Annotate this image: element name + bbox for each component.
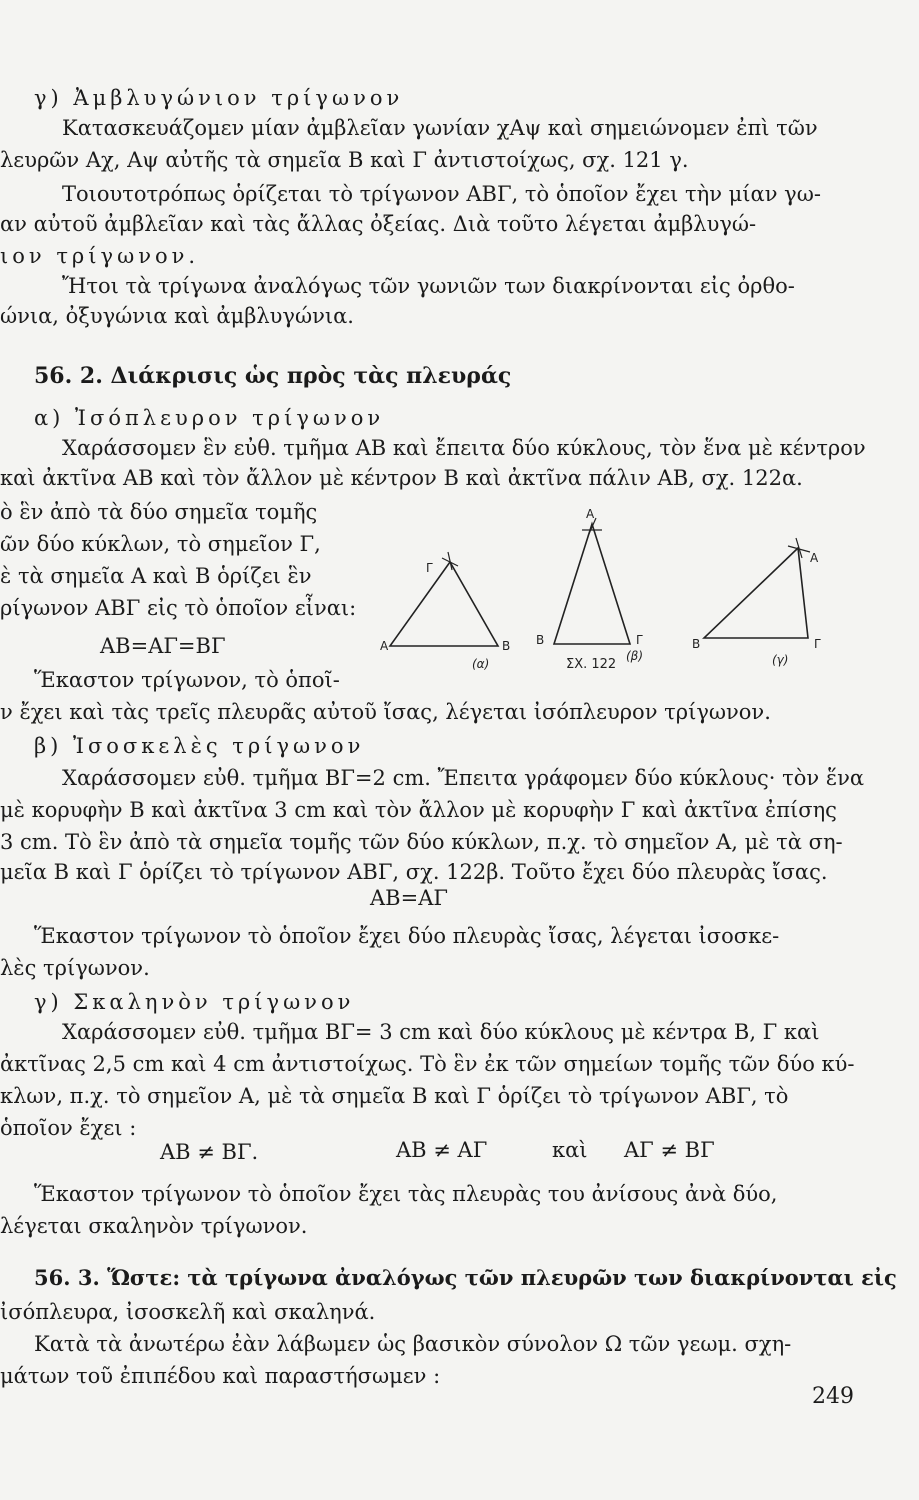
arc-marks-a	[442, 552, 458, 570]
inequality-ab-bc: ΑΒ ≠ ΒΓ.	[160, 1140, 259, 1164]
heading-obtuse-triangle: γ) Ἀμβλυγώνιον τρίγωνον	[34, 86, 404, 110]
label-a-vertex-a: A	[380, 639, 389, 653]
label-b-vertex-b: B	[536, 633, 545, 647]
text-line: καὶ ἀκτῖνα ΑΒ καὶ τὸν ἄλλον μὲ κέντρον Β καὶ ἀκτῖνα πάλιν ΑΒ, σχ. 122α.	[0, 466, 803, 490]
text-line: κλων, π.χ. τὸ σημεῖον Α, μὲ τὰ σημεῖα Β καὶ Γ ὁρίζει τὸ τρίγωνον ΑΒΓ, τὸ	[0, 1084, 789, 1108]
heading-equilateral-triangle: α) Ἰσόπλευρον τρίγωνον	[34, 406, 385, 430]
conjunction-and: καὶ	[552, 1138, 588, 1162]
label-b-vertex-c: Γ	[636, 633, 643, 647]
text-line: ιον τρίγωνον.	[0, 244, 200, 268]
text-line: ὁποῖον ἔχει :	[0, 1116, 137, 1140]
text-line: Τοιουτοτρόπως ὁρίζεται τὸ τρίγωνον ΑΒΓ, τὸ ὁποῖον ἔχει τὴν μίαν γω-	[62, 182, 821, 206]
section-56-3-line	[34, 1264, 897, 1292]
triangle-a-shape	[390, 562, 498, 646]
text-line: Ἕκαστον τρίγωνον τὸ ὁποῖον ἔχει τὰς πλευρὰς του ἀνίσους ἀνὰ δύο,	[34, 1182, 778, 1206]
triangle-b-shape	[554, 524, 630, 644]
label-a-vertex-b: B	[502, 639, 511, 653]
text-line: μάτων τοῦ ἐπιπέδου καὶ παραστήσωμεν :	[0, 1364, 441, 1388]
label-c-vertex-c: Γ	[814, 637, 821, 651]
text-line: Χαράσσομεν εὐθ. τμῆμα ΒΓ=2 cm. Ἔπειτα γράφομεν δύο κύκλους· τὸν ἕνα	[62, 766, 865, 790]
triangle-equilateral	[390, 552, 498, 646]
text-line: Χαράσσομεν εὐθ. τμῆμα ΒΓ= 3 cm καὶ δύο κύκλους μὲ κέντρα Β, Γ καὶ	[62, 1020, 820, 1044]
equation-equilateral: ΑΒ=ΑΓ=ΒΓ	[100, 634, 226, 658]
section-56-3-text: 56. 3. Ὥστε: τὰ τρίγωνα ἀναλόγως τῶν πλευρῶν των διακρίνονται εἰς	[34, 1265, 897, 1290]
page-number: 249	[812, 1384, 854, 1409]
label-b-vertex-a: A	[586, 508, 595, 521]
figure-122-triangles	[378, 508, 838, 676]
text-line: μεῖα Β καὶ Γ ὁρίζει τὸ τρίγωνον ΑΒΓ, σχ. 122β. Τοῦτο ἔχει δύο πλευρὰς ἴσας.	[0, 860, 828, 884]
text-line: ν ἔχει καὶ τὰς τρεῖς πλευρᾶς αὐτοῦ ἴσας, λέγεται ἰσόπλευρον τρίγωνον.	[0, 700, 771, 724]
inequality-ab-ac: ΑΒ ≠ ΑΓ	[396, 1138, 488, 1162]
text-line: ρίγωνον ΑΒΓ εἰς τὸ ὁποῖον εἶναι:	[0, 596, 357, 620]
text-line: μὲ κορυφὴν Β καὶ ἀκτῖνα 3 cm καὶ τὸν ἄλλον μὲ κορυφὴν Γ καὶ ἀκτῖνα ἐπίσης	[0, 798, 837, 822]
text-line: Χαράσσομεν ἓν εὐθ. τμῆμα ΑΒ καὶ ἔπειτα δύο κύκλους, τὸν ἕνα μὲ κέντρον	[62, 436, 866, 460]
text-line: λέγεται σκαληνὸν τρίγωνον.	[0, 1214, 308, 1238]
label-c-vertex-a: A	[810, 551, 819, 565]
text-line: λὲς τρίγωνον.	[0, 956, 150, 980]
triangle-isosceles	[554, 518, 630, 644]
text-line: ώνια, ὀξυγώνια καὶ ἀμβλυγώνια.	[0, 304, 354, 328]
text-line: λευρῶν Αχ, Αψ αὐτῆς τὰ σημεῖα Β καὶ Γ ἀντιστοίχως, σχ. 121 γ.	[0, 148, 689, 172]
label-b-tag: (β)	[626, 649, 644, 663]
heading-isosceles-triangle: β) Ἰσοσκελὲς τρίγωνον	[34, 734, 365, 758]
text-line: ῶν δύο κύκλων, τὸ σημεῖον Γ,	[0, 532, 321, 556]
triangle-scalene	[704, 538, 810, 638]
text-line: ὲ τὰ σημεῖα Α καὶ Β ὁρίζει ἓν	[0, 564, 312, 588]
text-line: Κατὰ τὰ ἀνωτέρω ἐὰν λάβωμεν ὡς βασικὸν σύνολον Ω τῶν γεωμ. σχη-	[34, 1332, 792, 1356]
figure-caption: ΣΧ. 122	[566, 657, 617, 672]
text-line: Ἕκαστον τρίγωνον τὸ ὁποῖον ἔχει δύο πλευρὰς ἴσας, λέγεται ἰσοσκε-	[34, 924, 780, 948]
text-line: ἰσόπλευρα, ἰσοσκελῆ καὶ σκαληνά.	[0, 1300, 376, 1324]
label-c-tag: (γ)	[772, 653, 789, 667]
text-line: ἀκτῖνας 2,5 cm καὶ 4 cm ἀντιστοίχως. Τὸ ἓν ἐκ τῶν σημείων τομῆς τῶν δύο κύ-	[0, 1052, 855, 1076]
text-line: ὸ ἓν ἀπὸ τὰ δύο σημεῖα τομῆς	[0, 500, 318, 524]
equation-isosceles: ΑΒ=ΑΓ	[370, 886, 448, 910]
section-heading-56-2: 56. 2. Διάκρισις ὡς πρὸς τὰς πλευράς	[34, 363, 512, 389]
label-c-vertex-b: B	[692, 637, 701, 651]
text-line: Ἤτοι τὰ τρίγωνα ἀναλόγως τῶν γωνιῶν των διακρίνονται εἰς ὀρθο-	[62, 274, 795, 298]
text-line: Ἕκαστον τρίγωνον, τὸ ὁποῖ-	[34, 668, 340, 692]
text-line: αν αὐτοῦ ἀμβλεῖαν καὶ τὰς ἄλλας ὀξείας. Διὰ τοῦτο λέγεται ἀμβλυγώ-	[0, 212, 757, 236]
text-line: Κατασκευάζομεν μίαν ἀμβλεῖαν γωνίαν χΑψ καὶ σημειώνομεν ἐπὶ τῶν	[62, 116, 818, 140]
text-line: 3 cm. Τὸ ἓν ἀπὸ τὰ σημεῖα τομῆς τῶν δύο κύκλων, π.χ. τὸ σημεῖον Α, μὲ τὰ ση-	[0, 830, 843, 854]
inequality-ac-bc: ΑΓ ≠ ΒΓ	[624, 1138, 715, 1162]
label-a-vertex-c: Γ	[426, 561, 433, 575]
label-a-tag: (α)	[472, 657, 490, 671]
heading-scalene-triangle: γ) Σκαληνὸν τρίγωνον	[34, 990, 355, 1014]
triangle-c-shape	[704, 548, 808, 638]
